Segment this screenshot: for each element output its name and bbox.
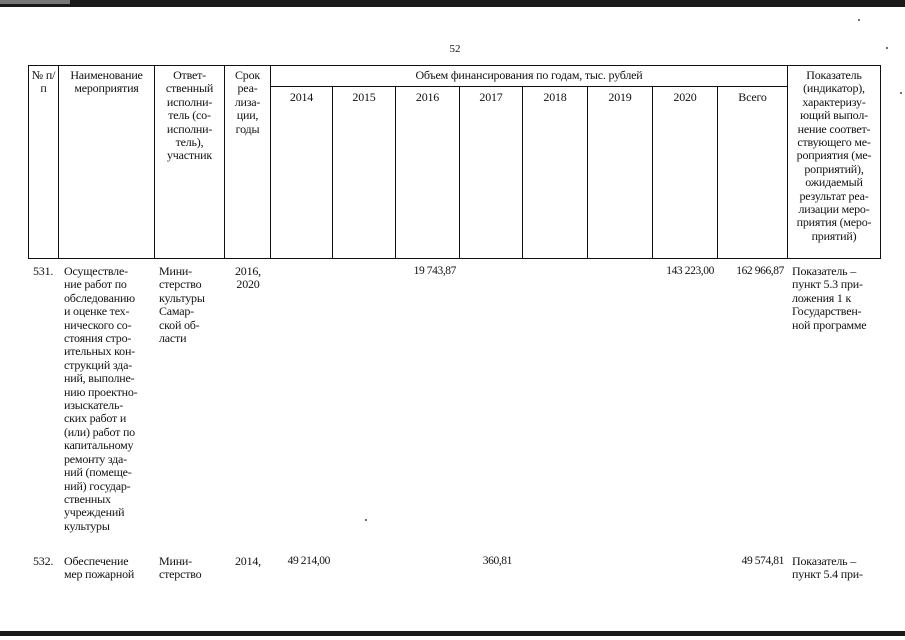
row-532-name: Обеспечение мер пожарной	[64, 554, 135, 582]
header-term: Срок реа- лиза- ции, годы	[234, 68, 261, 136]
row-531-value-2016: 19 743,87	[413, 265, 456, 277]
row-532-total: 49 574,81	[741, 555, 784, 567]
header-year-2016: 2016	[415, 90, 440, 104]
row-532-num: 532.	[33, 554, 54, 568]
row-532-term: 2014,	[234, 554, 261, 568]
row-531-indicator: Показатель – пункт 5.3 при- ложения 1 к Государствен- ной программе	[792, 264, 867, 332]
row-532-value-2014: 49 214,00	[287, 555, 330, 567]
header-year-2014: 2014	[289, 90, 314, 104]
row-532-responsible: Мини- стерство	[159, 554, 202, 582]
header-num: № п/п	[31, 68, 56, 96]
header-year-2015: 2015	[352, 90, 376, 104]
header-year-2018: 2018	[543, 90, 567, 104]
row-531-value-2020: 143 223,00	[666, 265, 714, 277]
header-responsible: Ответ- ственный исполни- тель (со- исполни- тель), участник	[165, 68, 214, 163]
header-indicator: Показатель (индикатор), характеризу- ющий выпол- нение соответ- ствующего ме- роприятия (ме- роприятий), ожидаемый результат реа- лизации меро- приятия (меро- приятий)	[796, 68, 872, 243]
row-531-total: 162 966,87	[736, 265, 784, 277]
row-532-value-2017: 360,81	[482, 555, 512, 567]
header-year-2017: 2017	[479, 90, 503, 104]
row-532-indicator: Показатель – пункт 5.4 при-	[792, 554, 863, 582]
page-number: 52	[449, 43, 461, 55]
header-name: Наименование мероприятия	[70, 68, 143, 96]
header-funding-title: Объем финансирования по годам, тыс. рублей	[415, 68, 643, 82]
row-531-name: Осуществле- ние работ по обследованию и оценке тех- нического со- стояния стро- ительных кон- струкций зда- ний, выполне- нию проектно- изыскатель- ских работ и (или) работ по капитальному ремонту зда- ний (помеще- ний) государ- ственных учреждений культуры	[64, 264, 138, 533]
row-531-term: 2016, 2020	[234, 264, 261, 292]
row-531-responsible: Мини- стерство культуры Самар- ской об- ласти	[159, 264, 205, 346]
header-total: Всего	[738, 90, 767, 104]
row-531-num: 531.	[33, 264, 54, 278]
header-year-2019: 2019	[608, 90, 632, 104]
header-year-2020: 2020	[673, 90, 697, 104]
